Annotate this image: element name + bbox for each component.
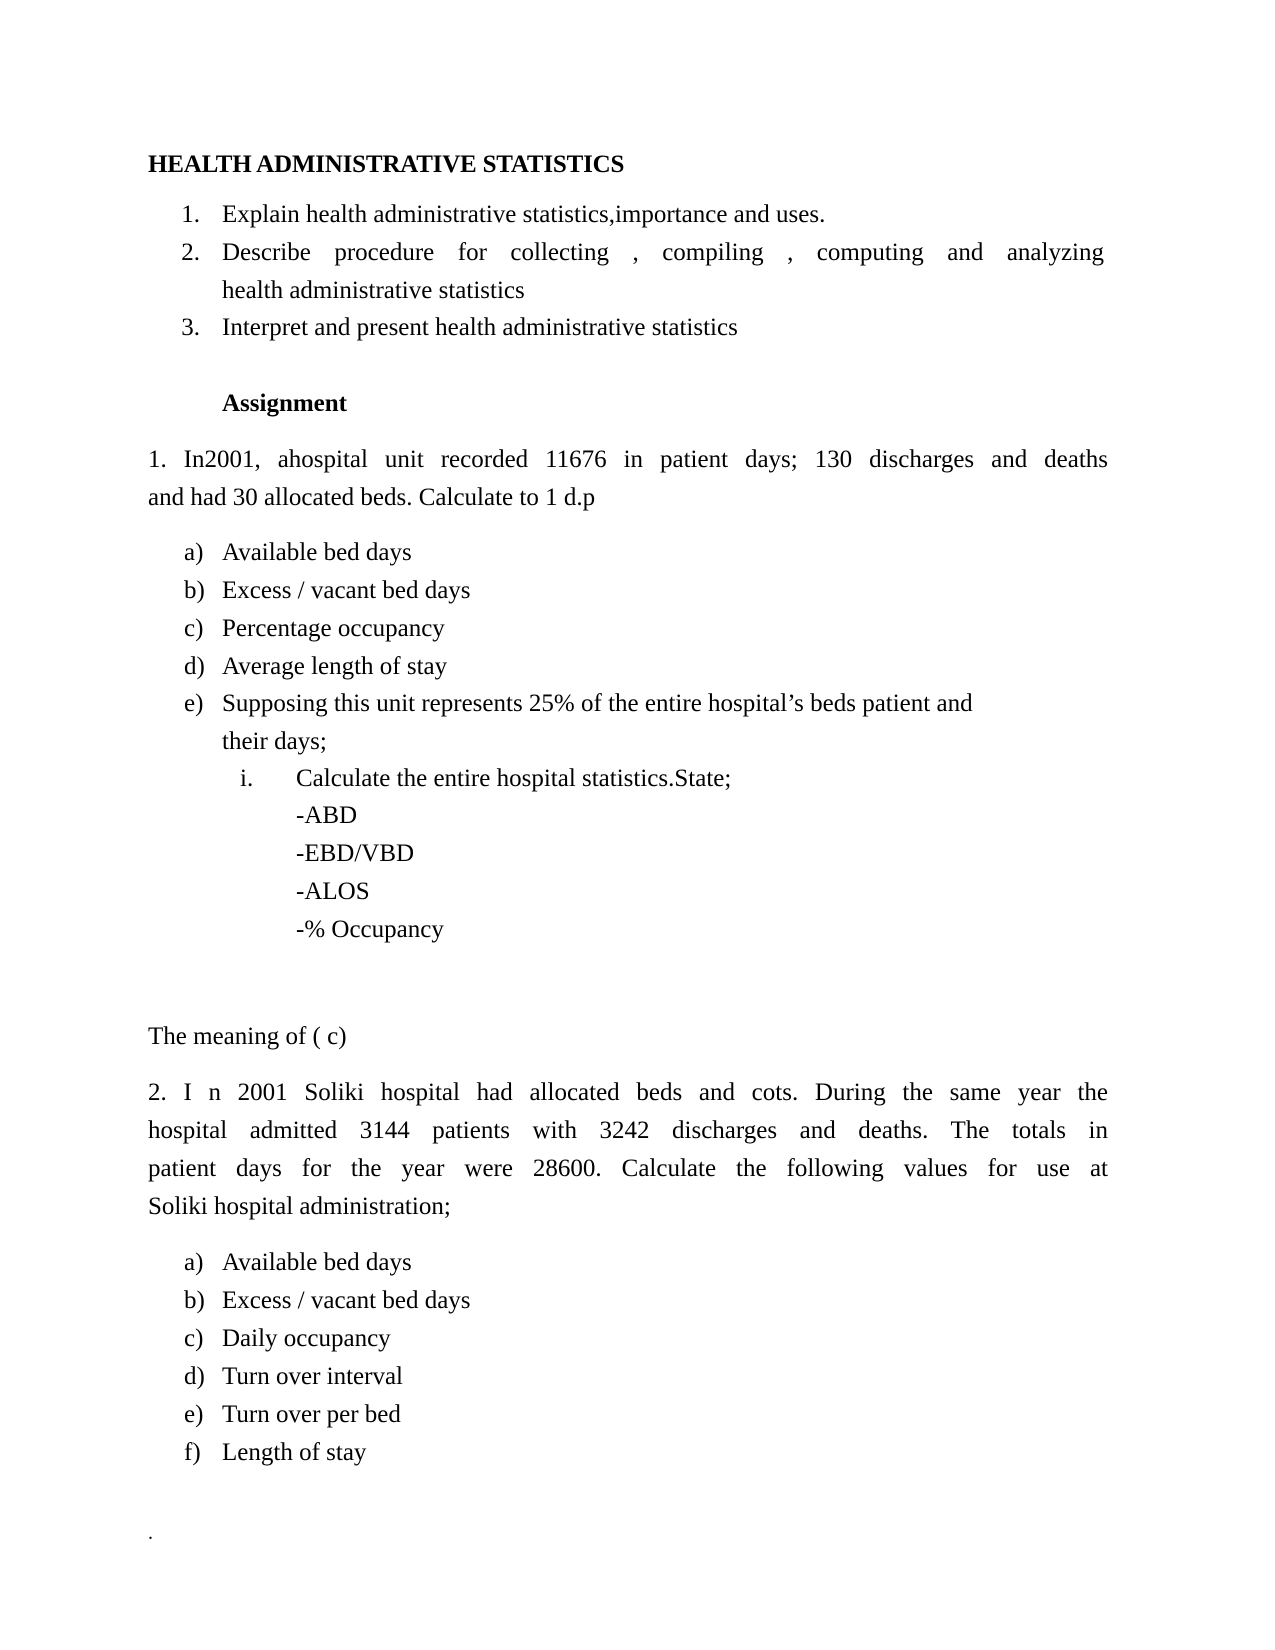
list-item: Daily occupancy [222,1325,391,1352]
item-label: d) [184,1363,205,1390]
item-label: f) [184,1439,201,1466]
list-item: Turn over interval [222,1363,403,1390]
list-item: Excess / vacant bed days [222,1287,471,1314]
objective-text: Explain health administrative statistics,importance and uses. [222,201,826,228]
item-label: a) [184,1249,204,1276]
item-label: e) [184,690,204,717]
question-1-line: and had 30 allocated beds. Calculate to 1 d.p [148,484,596,511]
item-label: c) [184,1325,204,1352]
objective-text-cont: health administrative statistics [222,277,525,304]
list-item: Turn over per bed [222,1401,401,1428]
list-item: Excess / vacant bed days [222,577,471,604]
question-2-line: Soliki hospital administration; [148,1193,451,1220]
list-item: Length of stay [222,1439,367,1466]
item-label: b) [184,577,205,604]
item-label: d) [184,653,205,680]
objective-number: 1. [181,201,200,228]
sub-list-item: -EBD/VBD [296,840,415,867]
list-item-cont: their days; [222,728,327,755]
sub-item-label: i. [240,765,254,792]
question-2-line: patient days for the year were 28600. Calculate the following values for use at [148,1155,1108,1182]
item-label: c) [184,615,204,642]
list-item: Percentage occupancy [222,615,445,642]
meaning-line: The meaning of ( c) [148,1023,347,1050]
list-item: Average length of stay [222,653,448,680]
sub-list-item: -ALOS [296,878,370,905]
list-item: Available bed days [222,1249,412,1276]
question-2-line: 2. I n 2001 Soliki hospital had allocated beds and cots. During the same year the [148,1079,1108,1106]
item-label: b) [184,1287,205,1314]
question-1-line: 1. In2001, ahospital unit recorded 11676 in patient days; 130 discharges and deaths [148,446,1108,473]
objective-number: 3. [181,314,200,341]
list-item: Supposing this unit represents 25% of the entire hospital’s beds patient and [222,690,973,717]
item-label: e) [184,1401,204,1428]
question-2-line: hospital admitted 3144 patients with 3242 discharges and deaths. The totals in [148,1117,1108,1144]
objective-number: 2. [181,239,200,266]
document-title: HEALTH ADMINISTRATIVE STATISTICS [148,151,625,178]
item-label: a) [184,539,204,566]
sub-list-item: -% Occupancy [296,916,444,943]
list-item: Available bed days [222,539,412,566]
objective-text: Describe procedure for collecting , compiling , computing and analyzing [222,239,1104,266]
assignment-heading: Assignment [222,390,348,417]
sub-list-item: -ABD [296,802,358,829]
objective-text: Interpret and present health administrative statistics [222,314,738,341]
sub-item-text: Calculate the entire hospital statistics.State; [296,765,732,792]
footer-dot: . [148,1522,153,1544]
